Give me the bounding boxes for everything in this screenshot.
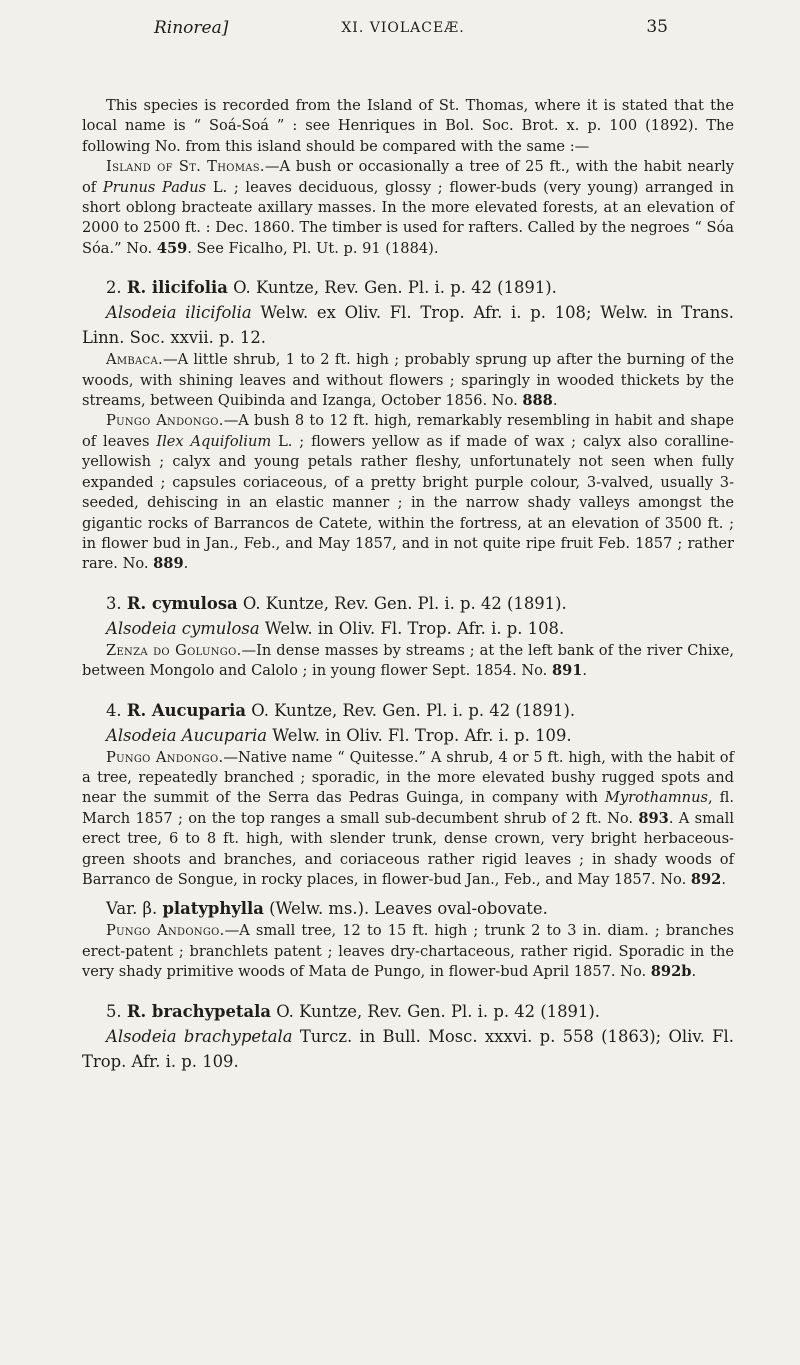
- locality-pungo-andongo: Pungo Andongo.—A bush 8 to 12 ft. high, remarkably resembling in habit and shape of leaves Ilex Aquifolium L. ; flowers yellow as if made of wax ; calyx also coralline-yellowish ; calyx and young petals rather fleshy, unfortunately not seen when fully expanded ; capsules coriaceous, of a pretty bright purple colour, 3-valved, usually 3-seeded, dehiscing in an elastic manner ; in the narrow shady valleys amongst the gigantic rocks of Barrancos de Catete, within the fortress, at an elevation of 3500 ft. ; in flower bud in Jan., Feb., and May 1857, and in not quite ripe fruit Feb. 1857 ; rather rare. No. 889.: [82, 412, 734, 573]
- locality-name: Ambaca.: [106, 351, 163, 369]
- locality-ambaca: Ambaca.—A little shrub, 1 to 2 ft. high ; probably sprung up after the burning of the woods, with shining leaves and without flowers ; sparingly in wooded thickets by the streams, between Quibinda and Izanga, October 1856. No. 888.: [82, 351, 734, 410]
- locality-name: Pungo Andongo.: [106, 748, 224, 766]
- specimen-number: 889: [153, 555, 184, 573]
- species-name: R. cymulosa: [126, 593, 238, 613]
- specimen-number: 888: [522, 392, 553, 410]
- locality-name: Pungo Andongo.: [106, 922, 225, 940]
- specimen-number: 892b: [650, 963, 692, 981]
- header-genus: Rinorea]: [154, 18, 229, 38]
- specimen-number: 892: [690, 870, 722, 888]
- specimen-number: 891: [551, 662, 583, 680]
- locality-pungo-andongo: Pungo Andongo.—Native name “ Quitesse.” A shrub, 4 or 5 ft. high, with the habit of a tree, repeatedly branched ; sporadic, in the more elevated bushy rugged spots and near the summit of the Serra das Pedras Guinga, in company with Myrothamnus, fl. March 1857 ; on the top ranges a small sub-decumbent shrub of 2 ft. No. 893. A small erect tree, 6 to 8 ft. high, with slender trunk, dense crown, very bright herbaceous-green shoots and branches, and coriaceous rather rigid leaves ; in shady woods of Barranco de Songue, in rocky places, in flower-bud Jan., Feb., and May 1857. No. 892.: [82, 748, 734, 888]
- locality-st-thomas: Island of St. Thomas.—A bush or occasionally a tree of 25 ft., with the habit nearly of Prunus Padus L. ; leaves deciduous, glossy ; flower-buds (very young) arranged in short oblong bracteate axillary masses. In the more elevated forests, at an elevation of 2000 to 2500 ft. : Dec. 1860. The timber is used for rafters. Called by the negroes “ Sóa Sóa.” No. 459. See Ficalho, Pl. Ut. p. 91 (1884).: [82, 158, 735, 257]
- synonym-ilicifolia: Alsodeia ilicifolia Welw. ex Oliv. Fl. Trop. Afr. i. p. 108; Welw. in Trans. Linn. Soc. xxvii. p. 12.: [82, 303, 734, 348]
- synonym-cymulosa: Alsodeia cymulosa Welw. in Oliv. Fl. Trop. Afr. i. p. 108.: [106, 618, 565, 638]
- synonym-aucuparia: Alsodeia Aucuparia Welw. in Oliv. Fl. Trop. Afr. i. p. 109.: [106, 725, 572, 745]
- variety-name: platyphylla: [162, 899, 264, 919]
- species-heading-ilicifolia: 2. R. ilicifolia O. Kuntze, Rev. Gen. Pl. i. p. 42 (1891).: [106, 278, 557, 298]
- page-number: 35: [646, 17, 668, 37]
- running-header: [72, 0, 734, 50]
- locality-pungo-andongo-variety: Pungo Andongo.—A small tree, 12 to 15 ft. high ; trunk 2 to 3 in. diam. ; branches erect-patent ; branchlets patent ; leaves dry-chartaceous, rather rigid. Sporadic in the very shady primitive woods of Mata de Pungo, in flower-bud April 1857. No. 892b.: [82, 922, 734, 981]
- specimen-number: 459: [156, 239, 188, 257]
- specimen-number: 893: [638, 809, 669, 827]
- species-name: R. ilicifolia: [126, 278, 228, 298]
- species-name: R. brachypetala: [126, 1001, 271, 1021]
- locality-name: Island of St. Thomas.: [106, 158, 265, 176]
- locality-name: Pungo Andongo.: [106, 412, 224, 430]
- species-heading-cymulosa: 3. R. cymulosa O. Kuntze, Rev. Gen. Pl. i. p. 42 (1891).: [106, 593, 567, 613]
- species-heading-aucuparia: 4. R. Aucuparia O. Kuntze, Rev. Gen. Pl. i. p. 42 (1891).: [106, 700, 576, 720]
- species-heading-brachypetala: 5. R. brachypetala O. Kuntze, Rev. Gen. Pl. i. p. 42 (1891).: [106, 1001, 601, 1021]
- species-name: R. Aucuparia: [126, 700, 246, 720]
- locality-zenza-do-golungo: Zenza do Golungo.—In dense masses by streams ; at the left bank of the river Chixe, between Mongolo and Calolo ; in young flower Sept. 1854. No. 891.: [82, 641, 734, 680]
- locality-name: Zenza do Golungo.: [106, 641, 242, 659]
- intro-paragraph: This species is recorded from the Island of St. Thomas, where it is stated that the local name is “ Soá-Soá ” : see Henriques in Bol. Soc. Brot. x. p. 100 (1892). The following No. from this island should be compared with the same :—: [82, 97, 734, 155]
- header-family: XI. VIOLACEÆ.: [341, 20, 465, 36]
- synonym-brachypetala: Alsodeia brachypetala Turcz. in Bull. Mosc. xxxvi. p. 558 (1863); Oliv. Fl. Trop. Afr. i. p. 109.: [82, 1026, 735, 1071]
- variety-heading-platyphylla: Var. β. platyphylla (Welw. ms.). Leaves oval-obovate.: [106, 899, 548, 919]
- page-body: [82, 96, 734, 1074]
